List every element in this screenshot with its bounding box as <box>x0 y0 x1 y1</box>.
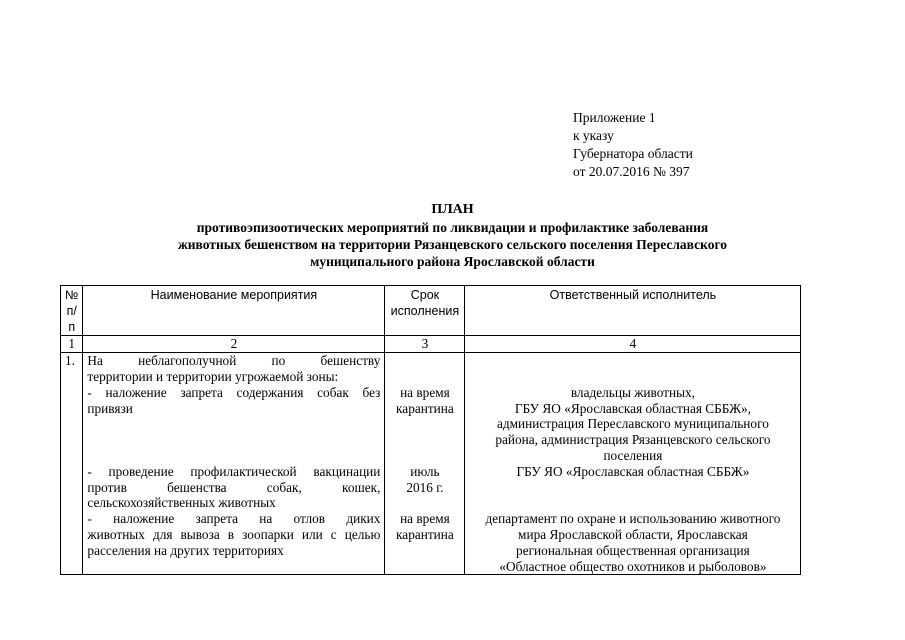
measure-intro: На неблагополучной по бешенству <box>87 353 381 369</box>
measure-item: против бешенства собак, кошек, <box>87 479 381 495</box>
term-value: июль <box>410 463 440 479</box>
measure-intro: территории и территории угрожаемой зоны: <box>87 368 339 384</box>
measure-item: сельскохозяйственных животных <box>87 495 276 511</box>
responsible-line: региональная общественная организация <box>516 542 750 558</box>
responsible-line: ГБУ ЯО «Ярославская областная СББЖ» <box>516 463 750 479</box>
column-number: 1 <box>61 336 83 353</box>
table-row <box>61 353 801 575</box>
measure-item: животных для вывоза в зоопарки или с целью <box>87 526 381 542</box>
header-name: Наименование мероприятия <box>83 286 385 336</box>
responsible-line: «Областное общество охотников и рыболовов» <box>499 558 767 574</box>
header-num: № п/п <box>61 286 83 336</box>
term-cell <box>385 353 465 575</box>
responsible-line: ГБУ ЯО «Ярославская областная СББЖ», <box>514 400 751 416</box>
plan-subtitle-line: животных бешенством на территории Рязанцевского сельского поселения Переславского <box>177 237 728 252</box>
responsible-line: поселения <box>603 447 663 463</box>
header-term: Срок исполнения <box>385 286 465 336</box>
header-responsible: Ответственный исполнитель <box>465 286 801 336</box>
responsible-line: департамент по охране и использованию животного <box>485 511 781 527</box>
plan-subtitle-line: муниципального района Ярославской области <box>310 254 595 269</box>
measure-item: - наложение запрета содержания собак без <box>87 384 381 400</box>
measure-cell <box>83 353 385 575</box>
measure-item: расселения на других территориях <box>87 542 284 558</box>
appendix-line: Приложение 1 <box>573 110 656 125</box>
responsible-line: владельцы животных, <box>570 384 696 400</box>
measure-item: - проведение профилактической вакцинации <box>87 463 381 479</box>
term-value: на время <box>400 384 450 400</box>
row-number: 1. <box>61 353 83 575</box>
responsible-line: района, администрация Рязанцевского сельского <box>495 432 771 448</box>
column-number-row <box>61 336 801 353</box>
measure-item: - наложение запрета на отлов диких <box>87 511 381 527</box>
appendix-note <box>573 109 693 181</box>
plan-title <box>90 201 815 270</box>
plan-heading: ПЛАН <box>431 202 474 217</box>
column-number: 4 <box>465 336 801 353</box>
term-value: на время <box>400 511 450 527</box>
responsible-line: администрация Переславского муниципального <box>496 416 769 432</box>
term-value: карантина <box>396 526 454 542</box>
term-value: карантина <box>396 400 454 416</box>
column-number: 2 <box>83 336 385 353</box>
responsible-line: мира Ярославской области, Ярославская <box>518 526 748 542</box>
measures-table <box>60 285 801 575</box>
appendix-line: к указу <box>573 128 614 143</box>
appendix-line: от 20.07.2016 № 397 <box>573 164 690 179</box>
measure-item: привязи <box>87 400 133 416</box>
responsible-cell <box>465 353 801 575</box>
column-number: 3 <box>385 336 465 353</box>
appendix-line: Губернатора области <box>573 146 693 161</box>
term-value: 2016 г. <box>406 479 444 495</box>
plan-subtitle-line: противоэпизоотических мероприятий по ликвидации и профилактике заболевания <box>196 220 709 235</box>
table-header-row <box>61 286 801 336</box>
